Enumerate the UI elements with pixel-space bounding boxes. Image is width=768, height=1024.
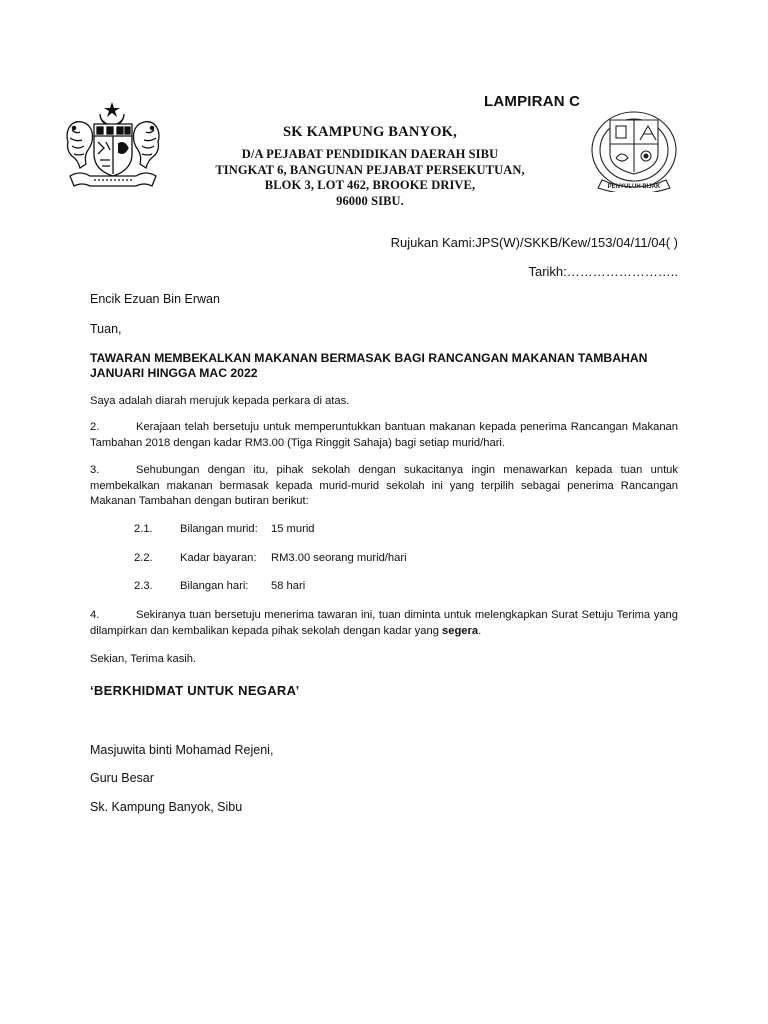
paragraph-text: Sekiranya tuan bersetuju menerima tawaran ini, tuan diminta untuk melengkapkan Surat Setuju Terima yang dilampirkan dan kembalikan kepada pihak sekolah dengan kadar yang (90, 609, 678, 637)
item-value: RM3.00 seorang murid/hari (271, 552, 407, 564)
paragraph-4 (90, 608, 678, 639)
letter-subject-heading: TAWARAN MEMBEKALKAN MAKANAN BERMASAK BAGI RANCANGAN MAKANAN TAMBAHAN JANUARI HINGGA MAC 2022 (90, 351, 648, 380)
motto: ‘BERKHIDMAT UNTUK NEGARA’ (90, 683, 300, 698)
item-number: 2.2. (134, 552, 153, 564)
letterhead (170, 124, 570, 209)
salutation: Tuan, (90, 322, 122, 336)
closing-text: Sekian, Terima kasih. (90, 653, 197, 665)
paragraph-number: 4. (90, 609, 100, 621)
lampiran-label: LAMPIRAN C (484, 93, 581, 110)
paragraph-1: Saya adalah diarah merujuk kepada perkara di atas. (90, 395, 350, 407)
signatory-school: Sk. Kampung Banyok, Sibu (90, 800, 243, 814)
badge-motto-text: PENYULUH BIJAK (607, 184, 661, 190)
item-label: Kadar bayaran: (180, 552, 257, 564)
signatory-title: Guru Besar (90, 771, 154, 785)
item-value: 15 murid (271, 523, 315, 535)
reference-number: Rujukan Kami:JPS(W)/SKKB/Kew/153/04/11/04( ) (390, 235, 678, 250)
item-number: 2.3. (134, 580, 153, 592)
address-line: 96000 SIBU. (336, 193, 404, 208)
address-line: BLOK 3, LOT 462, BROOKE DRIVE, (264, 178, 476, 192)
paragraph-tail: . (478, 624, 482, 637)
paragraph-2 (90, 420, 678, 451)
paragraph-text: Kerajaan telah bersetuju untuk memperuntukkan bantuan makanan kepada penerima Rancangan Makanan Tambahan 2018 dengan kadar RM3.00 (Tiga Ringgit Sahaja) bagi setiap murid/hari. (90, 421, 678, 449)
address-line: TINGKAT 6, BANGUNAN PEJABAT PERSEKUTUAN, (215, 162, 525, 177)
item-value: 58 hari (271, 580, 306, 592)
emphasis-text: segera (442, 624, 479, 637)
paragraph-3 (90, 463, 678, 510)
school-badge-logo (588, 100, 680, 192)
paragraph-number: 2. (90, 421, 100, 433)
paragraph-number: 3. (90, 464, 100, 476)
date-field: Tarikh:…………………….. (528, 264, 678, 279)
item-label: Bilangan hari: (180, 580, 249, 592)
school-name: SK KAMPUNG BANYOK, (283, 124, 457, 140)
item-label: Bilangan murid: (180, 523, 258, 535)
item-number: 2.1. (134, 523, 153, 535)
paragraph-text: Sehubungan dengan itu, pihak sekolah dengan sukacitanya ingin menawarkan kepada tuan untuk membekalkan makanan bermasak kepada murid-murid sekolah ini yang terpilih sebagai penerima Rancangan Makanan Tambahan dengan butiran berikut: (90, 464, 678, 507)
address-line: D/A PEJABAT PENDIDIKAN DAERAH SIBU (241, 147, 499, 161)
coat-of-arms-logo (60, 100, 166, 192)
signatory-name: Masjuwita binti Mohamad Rejeni, (90, 743, 274, 757)
recipient-name: Encik Ezuan Bin Erwan (90, 292, 220, 306)
